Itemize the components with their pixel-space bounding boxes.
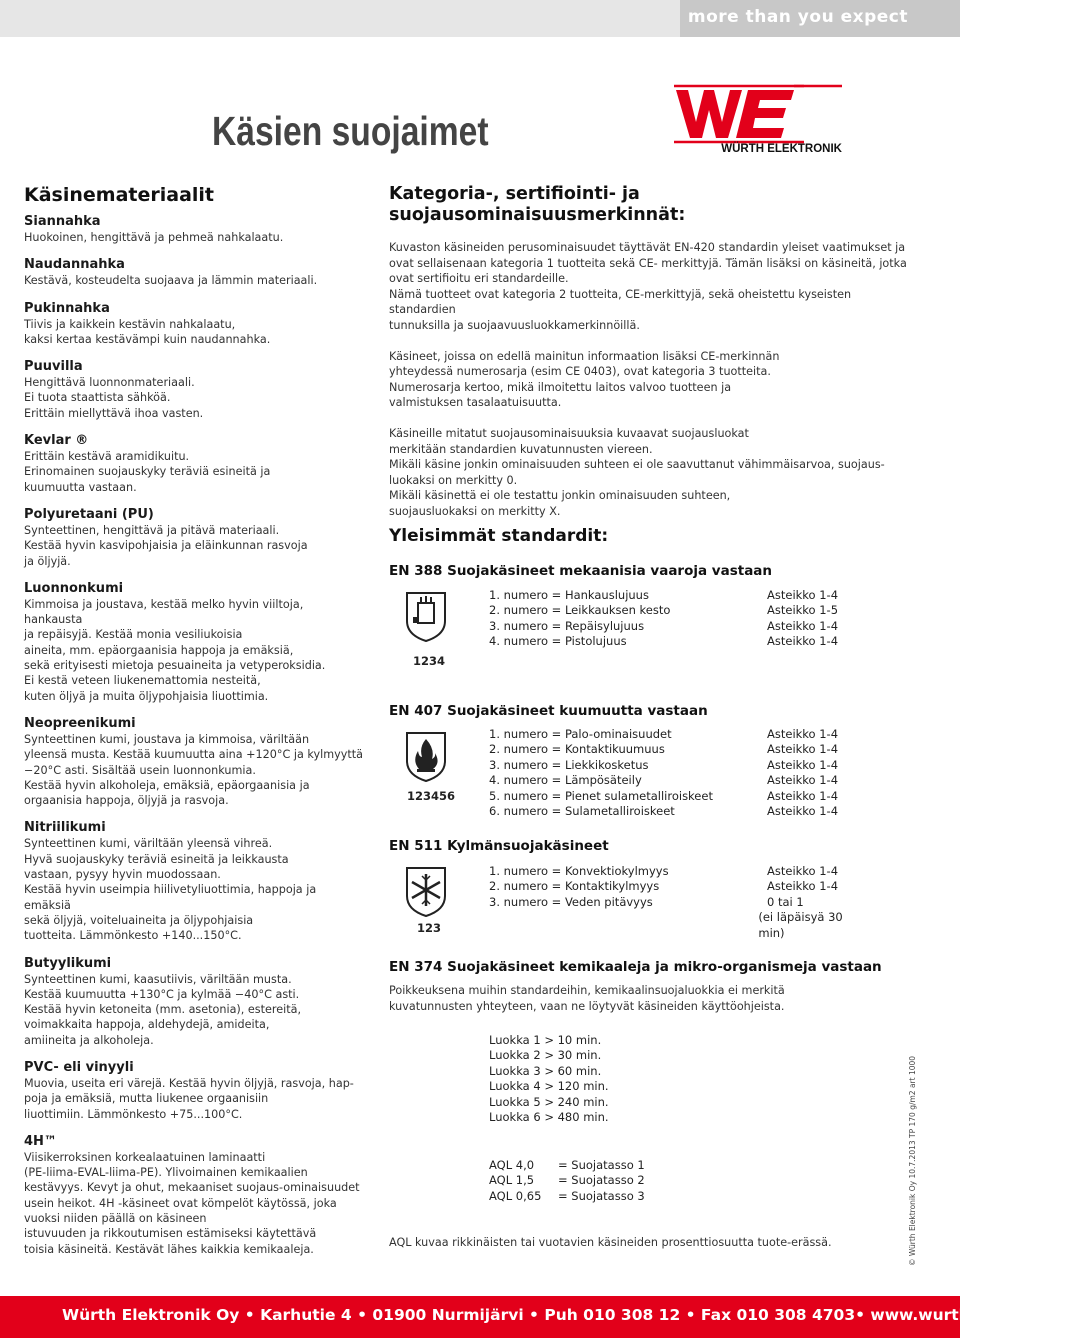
table-row: 1. numero = Konvektiokylmyys Asteikko 1-4	[489, 864, 839, 878]
hammer-glove-icon	[405, 591, 447, 643]
material-text: Huokoinen, hengittävä ja pehmeä nahkalaatu.	[24, 231, 284, 244]
material-name: Luonnonkumi	[24, 580, 124, 596]
snowflake-icon	[405, 866, 447, 918]
list-item: Luokka 4 > 120 min.	[489, 1079, 609, 1094]
material-text: Viisikerroksinen korkealaatuinen laminaatti (PE-liima-EVAL-liima-PE). Ylivoimainen kemikaalien kestävyys. Kevyt ja ohut, mekaaniset suojaus-ominaisuudet usein heikot. 4H -käsineet ovat kömpelöt käytössä, joka vuoksi niiden päällä on käsineen istuvuuden ja rikkoutumisen estämiseksi käytettävä toisia käsineitä. Kestävät lähes kaikkia kemikaaleja.	[24, 1150, 360, 1256]
material-name: Polyuretaani (PU)	[24, 506, 154, 522]
en407-rows	[489, 727, 869, 819]
table-row: 4. numero = Pistolujuus Asteikko 1-4	[489, 634, 839, 649]
material-text: Synteettinen kumi, väriltään yleensä vihreä. Hyvä suojauskyky teräviä esineitä ja leikkausta vastaan, pysyy hyvin muodossaan. Kestää hyvin useimpia hiilivetyliuottimia, happoja ja emäksiä sekä öljyjä, voiteluaineita ja öljypohjaisia tuotteita. Lämmönkesto +140...150°C.	[24, 837, 317, 943]
material-text: Tiivis ja kaikkein kestävin nahkalaatu, kaksi kertaa kestävämpi kuin naudannahka.	[24, 317, 271, 346]
side-note: © Würth Elektronik Oy 10.7.2013 TP 170 g/m2 art 1000	[908, 1055, 917, 1266]
table-row: 5. numero = Pienet sulametalliroiskeet Asteikko 1-4	[489, 788, 839, 803]
material-name: Naudannahka	[24, 257, 125, 273]
material-item	[24, 1134, 364, 1257]
en407-block	[389, 703, 909, 833]
en388-block	[389, 563, 909, 683]
en374-classes	[489, 1033, 609, 1125]
footer-bar	[0, 1296, 1076, 1338]
material-item	[24, 1060, 364, 1122]
en407-title: EN 407 Suojakäsineet kuumuutta vastaan	[389, 703, 708, 719]
en407-code: 123456	[407, 789, 456, 803]
tagline-box	[680, 0, 960, 37]
material-text: Kimmoisa ja joustava, kestää melko hyvin viiltoja, hankausta ja repäisyjä. Kestää monia vesiliukoisia aineita, mm. epäorgaanisia happoja ja emäksiä, sekä erityisesti mietoja pesuaineita ja vetyperoksidia. Ei kestä veteen liukenemattomia nesteitä, kuten öljyä ja muita öljypohjaisia liuottimia.	[24, 597, 326, 703]
material-text: Kestävä, kosteudelta suojaava ja lämmin materiaali.	[24, 274, 318, 288]
footer-contact: Würth Elektronik Oy • Karhutie 4 • 01900 Nurmijärvi • Puh 010 308 12 • Fax 010 308 4703• www.wurthelektronik.fi	[62, 1306, 1076, 1324]
list-item: Luokka 5 > 240 min.	[489, 1094, 609, 1109]
material-name: Puuvilla	[24, 359, 83, 375]
material-text: Hengittävä luonnonmateriaali. Ei tuota staattista sähköä. Erittäin miellyttävä ihoa vasten.	[24, 376, 204, 420]
material-item	[24, 507, 364, 569]
info-heading: Kategoria-, sertifiointi- ja suojausominaisuusmerkinnät:	[389, 184, 686, 225]
wurth-logo	[674, 82, 842, 154]
table-row: (ei läpäisyä 30 min)	[758, 910, 843, 940]
material-item	[24, 359, 364, 421]
material-item	[24, 820, 364, 943]
standards-heading-block	[389, 526, 909, 546]
table-row: 1. numero = Hankauslujuus Asteikko 1-4	[489, 588, 839, 602]
aql-rows	[489, 1158, 645, 1204]
material-name: Pukinnahka	[24, 300, 110, 316]
flame-icon	[405, 731, 447, 783]
list-item: Luokka 2 > 30 min.	[489, 1048, 602, 1063]
material-item	[24, 214, 364, 245]
en511-rows	[489, 864, 869, 941]
table-row: 4. numero = Lämpösäteily Asteikko 1-4	[489, 773, 839, 788]
material-item	[24, 301, 364, 348]
en374-block	[389, 959, 909, 1259]
aql-note: AQL kuvaa rikkinäisten tai vuotavien käsineiden prosenttiosuutta tuote-erässä.	[389, 1236, 832, 1249]
en388-title: EN 388 Suojakäsineet mekaanisia vaaroja vastaan	[389, 563, 773, 579]
table-row: 2. numero = Kontaktikylmyys Asteikko 1-4	[489, 879, 839, 894]
material-text: Synteettinen kumi, joustava ja kimmoisa, väriltään yleensä musta. Kestää kuumuutta aina +120°C ja kylmyyttä −20°C asti. Sisältää usein luonnonkumia. Kestää hyvin alkoholeja, emäksiä, epäorgaanisia ja orgaanisia happoja, öljyjä ja rasvoja.	[24, 732, 363, 808]
material-text: Muovia, useita eri värejä. Kestää hyvin öljyjä, rasvoja, hap- poja ja emäksiä, mutta liukenee orgaanisiin liuottimiin. Lämmönkesto +75...100°C.	[24, 1076, 354, 1121]
table-row: 3. numero = Veden pitävyys 0 tai 1	[489, 894, 804, 909]
material-name: 4H™	[24, 1133, 57, 1149]
en511-title: EN 511 Kylmänsuojakäsineet	[389, 838, 609, 854]
standards-heading: Yleisimmät standardit:	[389, 526, 609, 546]
list-item: Luokka 6 > 480 min.	[489, 1110, 609, 1125]
material-text: Erittäin kestävä aramidikuitu. Erinomainen suojauskyky teräviä esineitä ja kuumuutta vastaan.	[24, 450, 271, 494]
material-name: PVC- eli vinyyli	[24, 1059, 134, 1075]
material-name: Neopreenikumi	[24, 715, 136, 731]
info-paragraph-3: Käsineille mitatut suojausominaisuuksia kuvaavat suojausluokat merkitään standardien kuvatunnusten viereen. Mikäli käsine jonkin ominaisuuden suhteen ei ole saavuttanut vähimmäisarvoa, suojaus- luokaksi on merkitty 0. Mikäli käsinettä ei ole testattu jonkin ominaisuuden suhteen, suojausluokaksi on merkitty X.	[389, 426, 885, 518]
table-row: 1. numero = Palo-ominaisuudet Asteikko 1-4	[489, 727, 839, 741]
material-name: Butyylikumi	[24, 955, 112, 971]
table-row: AQL 1,5 = Suojatasso 2	[489, 1173, 645, 1188]
material-text: Synteettinen kumi, kaasutiivis, väriltään musta. Kestää kuumuutta +130°C ja kylmää −40°C asti. Kestää hyvin ketoneita (mm. asetonia), estereitä, voimakkaita happoja, aldehydejä, amideita, amiineita ja alkoholeja.	[24, 972, 302, 1047]
material-item	[24, 581, 364, 704]
material-name: Kevlar ®	[24, 433, 89, 449]
en374-title: EN 374 Suojakäsineet kemikaaleja ja mikro-organismeja vastaan	[389, 959, 882, 975]
en511-code: 123	[417, 921, 442, 935]
tagline: more than you expect	[687, 7, 908, 27]
material-text: Synteettinen, hengittävä ja pitävä materiaali. Kestää hyvin kasvipohjaisia ja eläinkunnan rasvoja ja öljyjä.	[24, 523, 308, 568]
material-item	[24, 433, 364, 495]
table-row: 6. numero = Sulametalliroiskeet Asteikko 1-4	[489, 804, 839, 819]
info-column	[389, 184, 909, 520]
en511-block	[389, 838, 909, 948]
list-item: Luokka 1 > 10 min.	[489, 1033, 602, 1047]
table-row: 2. numero = Kontaktikuumuus Asteikko 1-4	[489, 742, 839, 757]
material-name: Siannahka	[24, 214, 101, 229]
table-row: AQL 4,0 = Suojatasso 1	[489, 1158, 645, 1172]
table-row: 3. numero = Repäisylujuus Asteikko 1-4	[489, 618, 839, 633]
table-row: 3. numero = Liekkikosketus Asteikko 1-4	[489, 757, 839, 772]
page-title: Käsien suojaimet	[212, 108, 489, 154]
table-row: AQL 0,65 = Suojatasso 3	[489, 1188, 645, 1203]
en388-rows	[489, 588, 869, 650]
material-item	[24, 956, 364, 1048]
en388-code: 1234	[413, 654, 446, 668]
logo-text: WÜRTH ELEKTRONIK	[721, 143, 842, 155]
list-item: Luokka 3 > 60 min.	[489, 1063, 602, 1078]
en374-text: Poikkeuksena muihin standardeihin, kemikaalinsuojaluokkia ei merkitä kuvatunnusten yhteyteen, vaan ne löytyvät käsineiden käyttöohjeista.	[389, 984, 785, 1013]
info-paragraph-2: Käsineet, joissa on edellä mainitun informaation lisäksi CE-merkinnän yhteydessä numerosarja (esim CE 0403), ovat kategoria 3 tuotteita. Numerosarja kertoo, mikä ilmoitettu laitos valvoo tuotteen ja valmistuksen tasalaatuisuutta.	[389, 349, 780, 410]
material-item	[24, 257, 364, 288]
table-row: 2. numero = Leikkauksen kesto Asteikko 1-5	[489, 603, 839, 618]
material-item	[24, 716, 364, 808]
material-name: Nitriilikumi	[24, 820, 106, 836]
info-paragraph-1: Kuvaston käsineiden perusominaisuudet täyttävät EN-420 standardin yleiset vaatimukset ja ovat sellaisenaan kategoria 1 tuotteita sekä CE- merkittyjä. Tämän lisäksi on käsineitä, jotka ovat sertifioitu eri standardeille. Nämä tuotteet ovat kategoria 2 tuotteita, CE-merkittyjä, sekä oheistettu kyseisten standardien tunnuksilla ja suojaavuusluokkamerkinnöillä.	[389, 241, 907, 332]
materials-column	[24, 184, 364, 1269]
materials-heading: Käsinemateriaalit	[24, 184, 214, 206]
